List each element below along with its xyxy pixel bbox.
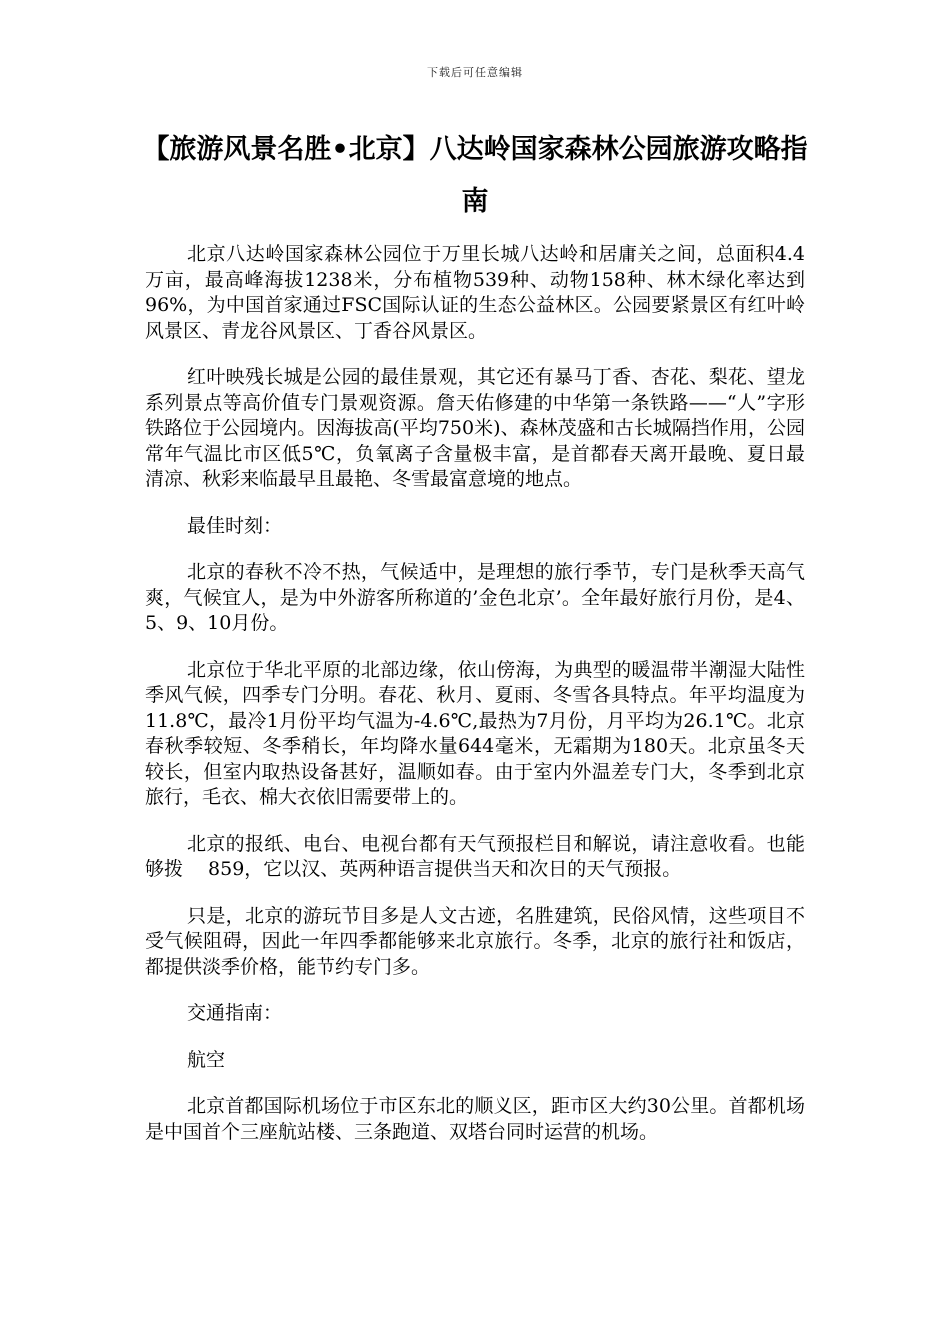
paragraph-airport: 北京首都国际机场位于市区东北的顺义区，距市区大约30公里。首都机场是中国首个三座航站楼、三条跑道、双塔台同时运营的机场。 <box>145 1095 805 1143</box>
section-subheading-aviation: 航空 <box>187 1048 226 1071</box>
section-heading-best-time: 最佳时刻： <box>187 514 283 537</box>
paragraph-scenery: 红叶映残长城是公园的最佳景观，其它还有暴马丁香、杏花、梨花、望龙系列景点等高价值专门景观资源。詹天佑修建的中华第一条铁路——“人”字形铁路位于公园境内。因海拔高(平均750米)、森林茂盛和古长城隔挡作用，公园常年气温比市区低5℃，负氧离子含量极丰富，是首都春天离开最晚、夏日最清凉、秋彩来临最早且最艳、冬雪最富意境的地点。 <box>145 366 805 490</box>
header-note: 下载后可任意编辑 <box>427 66 523 79</box>
paragraph-climate: 北京位于华北平原的北部边缘，依山傍海，为典型的暖温带半潮湿大陆性季风气候，四季专门分明。春花、秋月、夏雨、冬雪各具特点。年平均温度为11.8℃，最冷1月份平均气温为-4.6℃,最热为7月份，月平均为26.1℃。北京春秋季较短、冬季稍长，年均降水量644毫米，无霜期为180天。北京虽冬天较长，但室内取热设备甚好，温顺如春。由于室内外温差专门大，冬季到北京旅行，毛衣、棉大衣依旧需要带上的。 <box>145 658 805 808</box>
paragraph-year-round: 只是，北京的游玩节目多是人文古迹，名胜建筑，民俗风情，这些项目不受气候阻碍，因此一年四季都能够来北京旅行。冬季，北京的旅行社和饭店，都提供淡季价格，能节约专门多。 <box>145 904 805 978</box>
paragraph-intro: 北京八达岭国家森林公园位于万里长城八达岭和居庸关之间，总面积4.4万亩，最高峰海拔1238米，分布植物539种、动物158种、林木绿化率达到96%，为中国首家通过FSC国际认证的生态公益林区。公园要紧景区有红叶岭风景区、青龙谷风景区、丁香谷风景区。 <box>145 243 805 342</box>
paragraph-weather-forecast: 北京的报纸、电台、电视台都有天气预报栏目和解说，请注意收看。也能够拨 859，它以汉、英两种语言提供当天和次日的天气预报。 <box>145 832 805 880</box>
page-title: 【旅游风景名胜•北京】八达岭国家森林公园旅游攻略指南 <box>142 134 808 217</box>
section-heading-transport: 交通指南： <box>187 1002 283 1024</box>
paragraph-seasons: 北京的春秋不冷不热，气候适中，是理想的旅行季节，专门是秋季天高气爽，气候宜人，是为中外游客所称道的’金色北京’。全年最好旅行月份，是4、5、9、10月份。 <box>145 561 805 634</box>
article-body <box>145 242 805 1166</box>
